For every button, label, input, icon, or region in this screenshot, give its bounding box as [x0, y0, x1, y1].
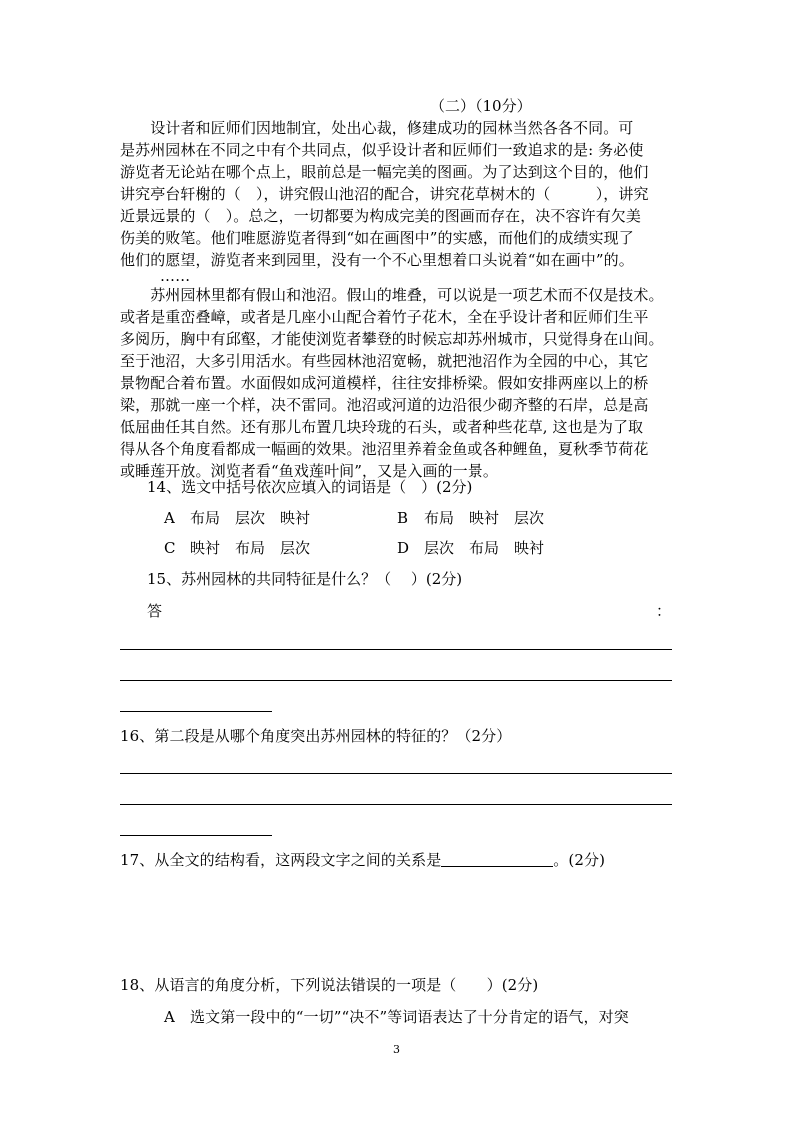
- answer-label: 答: [147, 602, 163, 620]
- option-c-text: 映衬 布局 层次: [190, 539, 311, 557]
- passage-line: 伤美的败笔。他们唯愿游览者得到“如在画图中”的实感，而他们的成绩实现了: [120, 229, 634, 247]
- answer-line[interactable]: [120, 773, 672, 774]
- passage-line: 梁，那就一座一个样，决不雷同。池沼或河道的边沿很少砌齐整的石岸，总是高: [120, 396, 649, 414]
- option-d-letter: D: [397, 539, 410, 557]
- passage-line: 景物配合着布置。水面假如成河道模样，往往安排桥梁。假如安排两座以上的桥: [120, 374, 649, 392]
- question-17-stem: [120, 849, 680, 871]
- passage-line: 设计者和匠师们因地制宜，处出心裁，修建成功的园林当然各各不同。可: [120, 119, 634, 137]
- question-17-text: 17、从全文的结构看，这两段文字之间的关系是: [120, 851, 442, 869]
- passage-line: 得从各个角度看都成一幅画的效果。池沼里养着金鱼或各种鲤鱼，夏秋季节荷花: [120, 440, 649, 458]
- option-a-text: 布局 层次 映衬: [190, 509, 311, 527]
- section-title: （二）（10分）: [430, 97, 532, 115]
- passage-line: 游览者无论站在哪个点上，眼前总是一幅完美的图画。为了达到这个目的，他们: [120, 163, 649, 181]
- page-number: 3: [393, 1043, 400, 1056]
- answer-colon: ：: [656, 602, 672, 620]
- question-18-option-a: A 选文第一段中的“一切”“决不”等词语表达了十分肯定的语气，对突: [164, 1008, 629, 1026]
- question-16-stem: 16、第二段是从哪个角度突出苏州园林的特征的？（2分）: [120, 727, 512, 745]
- question-15-stem: 15、苏州园林的共同特征是什么？（ ）(2分): [147, 570, 463, 588]
- answer-line[interactable]: [120, 711, 272, 712]
- option-a-letter: A: [164, 509, 175, 527]
- fill-in-blank[interactable]: [441, 850, 553, 867]
- passage-line: 多阅历，胸中有邱壑，才能使浏览者攀登的时候忘却苏州城市，只觉得身在山间。: [120, 330, 664, 348]
- passage-line: 苏州园林里都有假山和池沼。假山的堆叠，可以说是一项艺术而不仅是技术。: [120, 286, 664, 304]
- option-c-letter: C: [164, 539, 176, 557]
- answer-line[interactable]: [120, 649, 672, 650]
- passage-line: 或者是重峦叠嶂，或者是几座小山配合着竹子花木，全在乎设计者和匠师们生平: [120, 308, 649, 326]
- answer-line[interactable]: [120, 804, 672, 805]
- ellipsis: ……: [160, 267, 191, 285]
- question-14-stem: 14、选文中括号依次应填入的词语是（ ）(2分): [147, 478, 473, 496]
- passage-line: 低屈曲任其自然。还有那儿布置几块玲珑的石头，或者种些花草, 这也是为了取: [120, 418, 644, 436]
- answer-line[interactable]: [120, 680, 672, 681]
- passage-line: 近景远景的（ ）。总之，一切都要为构成完美的图画而存在，决不容许有欠美: [120, 207, 642, 225]
- option-b-letter: B: [397, 509, 409, 527]
- passage-line: 讲究亭台轩榭的（ ），讲究假山池沼的配合，讲究花草树木的（ ），讲究: [120, 185, 649, 203]
- answer-line[interactable]: [120, 835, 272, 836]
- passage-line: 是苏州园林在不同之中有个共同点，似乎设计者和匠师们一致追求的是: 务必使: [120, 141, 644, 159]
- option-b-text: 布局 映衬 层次: [424, 509, 545, 527]
- passage-line: 或睡莲开放。浏览者看“鱼戏莲叶间”，又是入画的一景。: [120, 462, 498, 480]
- passage-line: 至于池沼，大多引用活水。有些园林池沼宽畅，就把池沼作为全园的中心，其它: [120, 352, 649, 370]
- question-18-stem: 18、从语言的角度分析，下列说法错误的一项是（ ）(2分): [120, 976, 539, 994]
- option-d-text: 层次 布局 映衬: [424, 539, 545, 557]
- question-17-text-end: 。(2分): [553, 851, 606, 869]
- passage-line: 他们的愿望，游览者来到园里，没有一个不心里想着口头说着“如在画中”的。: [120, 251, 634, 269]
